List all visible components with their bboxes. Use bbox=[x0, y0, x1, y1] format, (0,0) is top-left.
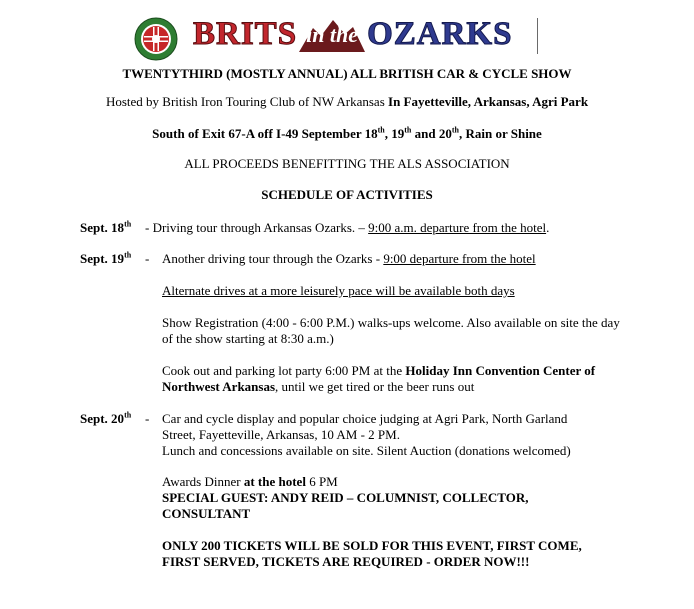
sept-20-awards-dinner bbox=[162, 474, 622, 490]
logo-in-the: in the bbox=[306, 21, 359, 47]
cookout-venue: Holiday Inn Convention Center of Northwest Arkansas bbox=[162, 363, 596, 394]
brits-in-the-ozarks-logo bbox=[193, 16, 512, 56]
logo-mountain bbox=[299, 18, 365, 52]
proceeds-line: ALL PROCEEDS BENEFITTING THE ALS ASSOCIATION bbox=[184, 156, 510, 171]
sept-19-driving-tour bbox=[162, 251, 622, 267]
date-sept-20 bbox=[80, 411, 131, 427]
awards-pre: Awards Dinner bbox=[162, 474, 244, 489]
date-sept-20-sup: th bbox=[124, 410, 132, 420]
sept-20-lunch: Lunch and concessions available on site. Silent Auction (donations welcomed) bbox=[162, 443, 571, 458]
directions-sup-3: th bbox=[451, 125, 459, 135]
sept-19-dash: - bbox=[145, 251, 150, 266]
awards-bold: at the hotel bbox=[243, 474, 306, 489]
hosted-line bbox=[0, 94, 694, 110]
date-sept-19-sup: th bbox=[124, 250, 132, 260]
directions-mid-2: and 20 bbox=[411, 126, 452, 141]
directions-tail: , Rain or Shine bbox=[458, 126, 542, 141]
tickets-notice: ONLY 200 TICKETS WILL BE SOLD FOR THIS EVENT, FIRST COME, FIRST SERVED, TICKETS ARE REQUIRED - ORDER NOW!!! bbox=[162, 538, 582, 569]
directions-lead: South of Exit 67-A off I-49 September 18 bbox=[152, 126, 378, 141]
directions-sup-2: th bbox=[404, 125, 412, 135]
cookout-post: , until we get tired or the beer runs out bbox=[275, 379, 475, 394]
club-badge-icon bbox=[134, 17, 178, 61]
sept-19-registration: Show Registration (4:00 - 6:00 P.M.) walks-ups welcome. Also available on site the day of the show starting at 8:30 a.m.) bbox=[162, 315, 620, 346]
sept-19-alternate-drives: Alternate drives at a more leisurely pace will be available both days bbox=[162, 283, 515, 298]
text-cursor bbox=[537, 18, 538, 54]
sept-20-display: Car and cycle display and popular choice judging at Agri Park, North Garland Street, Fayetteville, Arkansas, 10 AM - 2 PM. bbox=[162, 411, 568, 442]
awards-post: 6 PM bbox=[305, 474, 338, 489]
sept-20-dash: - bbox=[145, 411, 150, 426]
sept-19-cookout bbox=[162, 363, 622, 395]
directions-sup-1: th bbox=[377, 125, 385, 135]
hosted-location: In Fayetteville, Arkansas, Agri Park bbox=[388, 94, 589, 109]
date-sept-20-text: Sept. 20 bbox=[80, 411, 125, 426]
hosted-prefix: Hosted by British Iron Touring Club of NW Arkansas bbox=[105, 94, 389, 109]
sept-18-end: . bbox=[546, 220, 550, 235]
date-sept-18-text: Sept. 18 bbox=[80, 220, 125, 235]
special-guest: SPECIAL GUEST: ANDY REID – COLUMNIST, COLLECTOR, CONSULTANT bbox=[162, 490, 529, 521]
logo-ozarks: OZARKS bbox=[367, 16, 513, 52]
directions-mid-1: , 19 bbox=[384, 126, 405, 141]
date-sept-19 bbox=[80, 251, 131, 267]
directions-line bbox=[0, 126, 694, 142]
show-title: TWENTYTHIRD (MOSTLY ANNUAL) ALL BRITISH CAR & CYCLE SHOW bbox=[122, 66, 572, 81]
sept-19-departure: 9:00 departure from the hotel bbox=[383, 251, 536, 266]
date-sept-19-text: Sept. 19 bbox=[80, 251, 125, 266]
cookout-pre: Cook out and parking lot party 6:00 PM at the bbox=[162, 363, 406, 378]
sept-18-departure: 9:00 a.m. departure from the hotel bbox=[368, 220, 547, 235]
logo-brits: BRITS bbox=[193, 16, 298, 52]
sept-18-text: - Driving tour through Arkansas Ozarks. – bbox=[145, 220, 369, 235]
sept-18-activity bbox=[145, 220, 549, 236]
sept-19-tour-text: Another driving tour through the Ozarks - bbox=[162, 251, 384, 266]
date-sept-18 bbox=[80, 220, 131, 236]
schedule-heading: SCHEDULE OF ACTIVITIES bbox=[261, 187, 433, 202]
date-sept-18-sup: th bbox=[124, 219, 132, 229]
